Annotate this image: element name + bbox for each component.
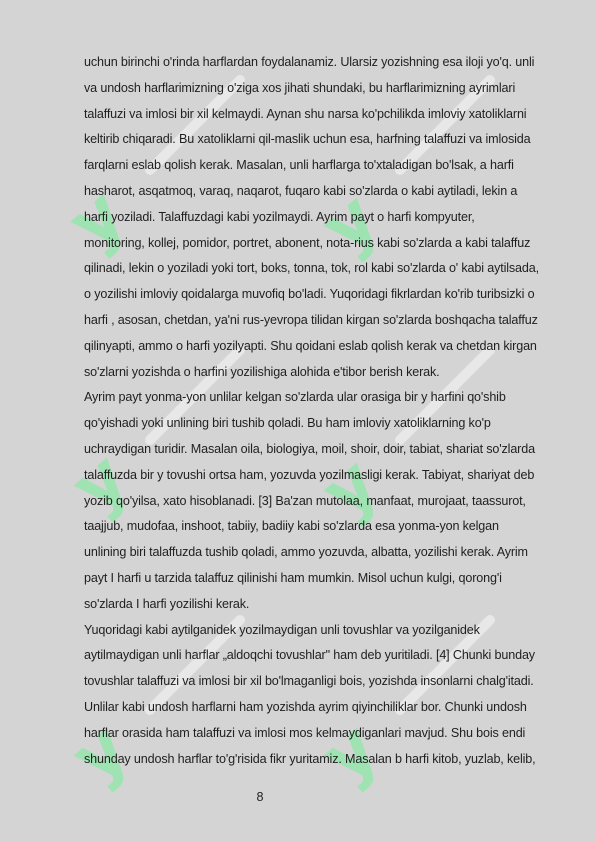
text-line: Yuqoridagi kabi aytilganidek yozilmaydigan unli tovushlar va yozilganidek [84,622,480,637]
text-line: monitoring, kollej, pomidor, portret, abonent, nota-rius kabi so'zlarda a kabi talaffuz [84,235,531,250]
watermark-letter: y [305,176,394,269]
page-number: 8 [256,790,264,804]
text-line: shunday undosh harflar to'g'risida fikr yuritamiz. Masalan b harfi kitob, yuzlab, kelib, [84,751,536,766]
text-line: talaffuzi va imlosi bir xil kelmaydi. Aynan shu narsa ko'pchilikda imloviy xatoliklarni [84,106,527,121]
text-line: qilinadi, lekin o yoziladi yoki tort, boks, tonna, tok, rol kabi so'zlarda o' kabi aytilsada, [84,261,539,276]
watermark-letter: y [305,706,394,799]
watermark-letter: y [55,706,144,799]
text-line: farqlarni eslab qolish kerak. Masalan, unli harflarga to'xtaladigan bo'lsak, a harfi [84,158,514,173]
text-line: aytilmaydigan unli harflar „aldoqchi tovushlar" ham deb yuritiladi. [4] Chunki bunday [84,648,535,663]
text-line: hasharot, asqatmoq, varaq, naqarot, fuqaro kabi so'zlarda o kabi aytiladi, lekin a [84,183,518,198]
text-line: Unlilar kabi undosh harflarni ham yozishda ayrim qiyinchiliklar bor. Chunki undosh [84,699,527,714]
text-line: tovushlar talaffuzi va imlosi bir xil bo'lmaganligi bois, yozishda insonlarni chalg'itadi. [84,674,534,689]
text-line: harfi , asosan, chetdan, ya'ni rus-yevropa tilidan kirgan so'zlarda boshqacha talaffuz [84,312,538,327]
text-line: va undosh harflarimizning o'ziga xos jihati shundaki, bu harflarimizning ayrimlari [84,80,516,95]
text-line: yozib qo'yilsa, xato hisoblanadi. [3] Ba'zan mutolaa, manfaat, murojaat, taassurot, [84,493,526,508]
text-line: so'zlarda I harfi yozilishi kerak. [84,596,250,611]
body-text [84,50,574,772]
watermark-letter: y [52,172,141,265]
text-line: qo'yishadi yoki unlining biri tushib qoladi. Bu ham imloviy xatoliklarning ko'p [84,416,491,431]
text-line: so'zlarni yozishda o harfini yozilishiga alohida e'tibor berish kerak. [84,364,440,379]
text-line: taajjub, mudofaa, inshoot, tabiiy, badiiy kabi so'zlarda esa yonma-yon kelgan [84,519,499,534]
text-line: uchun birinchi o'rinda harflardan foydalanamiz. Ularsiz yozishning esa iloji yo'q. unli [84,55,535,69]
text-line: harfi yoziladi. Talaffuzdagi kabi yozilmaydi. Ayrim payt o harfi kompyuter, [84,209,475,224]
text-line: payt I harfi u tarzida talaffuz qilinishi ham mumkin. Misol uchun kulgi, qorong'i [84,570,502,585]
text-line: keltirib chiqaradi. Bu xatoliklarni qil-maslik uchun esa, harfning talaffuzi va imlosida [84,132,531,147]
text-line: uchraydigan turidir. Masalan oila, biologiya, moil, shoir, doir, tabiat, shariat so'zlarda [84,441,535,456]
text-line: qilinyapti, ammo o harfi yozilyapti. Shu qoidani eslab qolish kerak va chetdan kirgan [84,338,537,353]
text-line: harflar orasida ham talaffuzi va imlosi mos kelmaydiganlari mavjud. Shu bois endi [84,725,526,740]
watermark-letter: y [305,441,394,534]
text-line: unlining biri talaffuzda tushib qoladi, ammo yozuvda, albatta, yozilishi kerak. Ayrim [84,545,528,560]
text-line: o yozilishi imloviy qoidalarga muvofiq bo'ladi. Yuqoridagi fikrlardan ko'rib turibsizki o [84,287,535,302]
text-line: Ayrim payt yonma-yon unlilar kelgan so'zlarda ular orasiga bir y harfini qo'shib [84,390,506,405]
text-line: talaffuzda bir y tovushi ortsa ham, yozuvda yozilmasligi kerak. Tabiyat, shariyat deb [84,467,535,482]
watermark-letter: y [55,436,144,529]
